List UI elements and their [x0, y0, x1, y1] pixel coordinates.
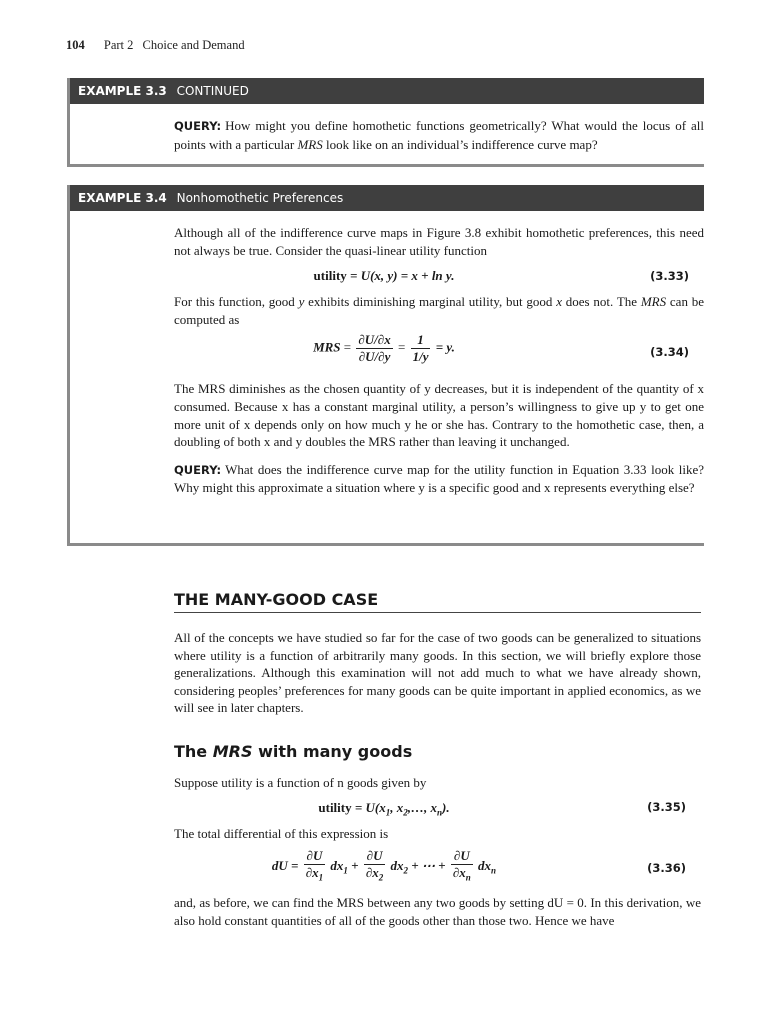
- equation-3-33: [174, 265, 704, 287]
- subsection-para2: [174, 825, 701, 843]
- equation-3-33-body: [174, 267, 594, 285]
- equation-tail: = y.: [435, 339, 455, 355]
- query-label: QUERY:: [174, 119, 222, 133]
- equation-rhs: = $U(x_1$, $x_2,\dots$, $x_n$).: [354, 800, 450, 818]
- part-label: Part 2: [103, 38, 134, 52]
- para2-text: For this function, good: [174, 294, 299, 310]
- equation-3-34-body: MRS = $\frac{\partial U/\partial x}{\partial U/\partial y}$ = $\frac{1}{1/y}$ = y.: [313, 332, 455, 365]
- example-3-3-header: [70, 78, 704, 104]
- equation-lhs: utility: [313, 268, 347, 284]
- example-3-3-body: [70, 104, 704, 153]
- subsection-title-b: with many goods: [252, 742, 413, 761]
- example-3-4-para1: Although all of the indifference curve maps in Figure 3.8 exhibit homothetic preferences, this need not always be true. Consider the quasi-linear utility function: [174, 225, 704, 258]
- example-3-4-label: EXAMPLE 3.4: [78, 191, 167, 205]
- fraction: $\frac{\partial U}{\partial x_n}$: [452, 848, 471, 883]
- subsection-para2-text: The total differential of this expression is: [174, 826, 389, 841]
- subsection-para1: [174, 774, 701, 792]
- equation-number: (3.36): [647, 861, 686, 875]
- query-text: How might you define homothetic functions geometrically? What would the locus of all points with a particular: [174, 118, 704, 152]
- fraction: $\frac{\partial U}{\partial x_1}$: [305, 848, 324, 883]
- equation-number: (3.35): [647, 800, 686, 814]
- equation-3-34: [174, 332, 704, 372]
- para2-text: exhibits diminishing marginal utility, but good: [304, 294, 557, 310]
- equation-lhs: MRS: [313, 339, 341, 355]
- fraction-den: ∂U/∂y: [358, 349, 391, 365]
- fraction: [411, 332, 431, 365]
- fraction-num: 1: [411, 332, 431, 349]
- query-mrs: MRS: [297, 136, 323, 152]
- section-title: THE MANY-GOOD CASE: [174, 590, 701, 613]
- fraction-den: 1/y: [412, 349, 429, 365]
- example-3-4-box: [67, 185, 704, 546]
- subsection-title: [174, 742, 412, 761]
- example-3-4-para3: The MRS diminishes as the chosen quantity of y decreases, but it is independent of the quantity of x consumed. Because x has a constant marginal utility, a person’s willingness to give up y to get one more unit of x depends only on how much y he or she has. Contrary to the homothetic case, then, a doubling of both x and y doubles the MRS rather than leaving it unchanged.: [174, 381, 704, 450]
- para2-text: can be computed as: [174, 294, 704, 327]
- equation-3-35: [174, 800, 701, 824]
- running-head: [66, 38, 245, 53]
- fraction-num: ∂U/∂x: [358, 332, 391, 348]
- equation-3-35-body: [174, 800, 594, 818]
- subsection-para3: [174, 894, 701, 929]
- subsection-title-a: The: [174, 742, 213, 761]
- query-label: QUERY:: [174, 462, 222, 477]
- example-3-4-body: [70, 211, 704, 497]
- query-text-end: look like on an individual’s indifference curve map?: [322, 136, 598, 152]
- var-x: x: [556, 294, 562, 310]
- example-3-4-header: [70, 185, 704, 211]
- var-mrs: MRS: [640, 294, 667, 310]
- section-paragraph: [174, 629, 701, 717]
- subsection-title-mrs: MRS: [212, 742, 253, 761]
- section-para: All of the concepts we have studied so far for the case of two goods can be generalized to situations where utility is a function of arbitrarily many goods. In this section, we will briefly explore those generalizations. Although this examination will not add much to what we have already shown, considering peoples’ preferences for many goods can be quite important in applied economics, as we will see in later chapters.: [174, 630, 701, 716]
- equation-3-36-body: dU = $\frac{\partial U}{\partial x_1}$ $dx_1$ + $\frac{\partial U}{\partial x_2}$ $dx_2$ + ⋯ + $\frac{\partial U}{\partial x_n}$ $dx_n$: [174, 848, 594, 886]
- subsection-para3-text: and, as before, we can find the MRS between any two goods by setting dU = 0. In this derivation, we also hold constant quantities of all of the goods other than those two. Hence we have: [174, 895, 701, 928]
- var-y: y: [298, 294, 305, 310]
- query-text: What does the indifference curve map for the utility function in Equation 3.33 look like? Why might this approximate a situation where y is a specific good and x represents everything else?: [174, 461, 704, 496]
- page-number: 104: [66, 38, 85, 52]
- example-3-3-box: [67, 78, 704, 167]
- example-3-4-query: [174, 461, 704, 497]
- example-3-4-title: Nonhomothetic Preferences: [176, 191, 344, 205]
- example-3-3-query: [174, 117, 704, 153]
- example-3-4-para2: [174, 293, 704, 328]
- fraction: [356, 332, 392, 365]
- example-3-3-label: EXAMPLE 3.3: [78, 84, 167, 98]
- equation-number: (3.33): [650, 269, 689, 284]
- equation-rhs: = U(x, y) = x + ln y.: [350, 268, 455, 284]
- example-3-3-title: CONTINUED: [176, 84, 249, 98]
- equation-lhs: utility: [318, 800, 352, 815]
- part-title: Choice and Demand: [142, 38, 245, 52]
- equation-number: (3.34): [650, 345, 689, 360]
- subsection-para1-text: Suppose utility is a function of n goods given by: [174, 775, 427, 790]
- fraction: $\frac{\partial U}{\partial x_2}$: [365, 848, 384, 883]
- para2-text: does not. The: [562, 294, 641, 310]
- equation-3-36: [174, 848, 701, 892]
